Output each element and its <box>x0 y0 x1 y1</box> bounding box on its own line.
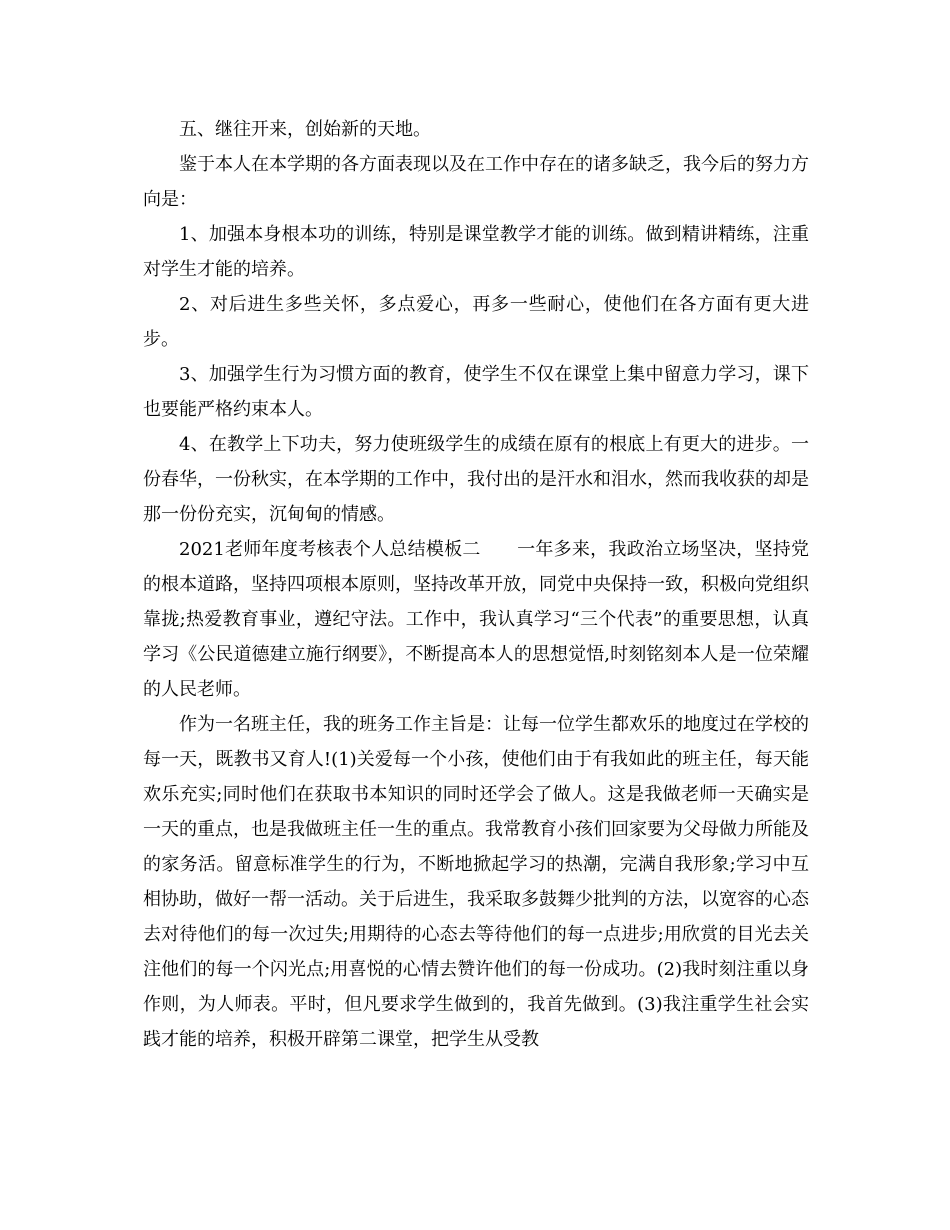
document-body <box>143 112 809 1057</box>
paragraph: 2、对后进生多些关怀，多点爱心，再多一些耐心，使他们在各方面有更大进步。 <box>143 294 809 350</box>
paragraph: 1、加强本身根本功的训练，特别是课堂教学才能的训练。做到精讲精练，注重对学生才能的培养。 <box>143 224 809 280</box>
paragraph: 五、继往开来，创始新的天地。 <box>179 119 431 140</box>
paragraph: 4、在教学上下功夫，努力使班级学生的成绩在原有的根底上有更大的进步。一份春华，一份秋实，在本学期的工作中，我付出的是汗水和泪水，然而我收获的却是那一份份充实，沉甸甸的情感。 <box>143 434 809 525</box>
paragraph: 2021老师年度考核表个人总结模板二 一年多来，我政治立场坚决，坚持党的根本道路，坚持四项根本原则，坚持改革开放，同党中央保持一致，积极向党组织靠拢;热爱教育事业，遵纪守法。工作中，我认真学习“三个代表”的重要思想，认真学习《公民道德建立施行纲要》，不断提高本人的思想觉悟,时刻铭刻本人是一位荣耀的人民老师。 <box>143 539 809 700</box>
paragraph: 作为一名班主任，我的班务工作主旨是：让每一位学生都欢乐的地度过在学校的每一天，既教书又育人!(1)关爱每一个小孩，使他们由于有我如此的班主任，每天能欢乐充实;同时他们在获取书本知识的同时还学会了做人。这是我做老师一天确实是一天的重点，也是我做班主任一生的重点。我常教育小孩们回家要为父母做力所能及的家务活。留意标准学生的行为，不断地掀起学习的热潮，完满自我形象;学习中互相协助，做好一帮一活动。关于后进生，我采取多鼓舞少批判的方法，以宽容的心态去对待他们的每一次过失;用期待的心态去等待他们的每一点进步;用欣赏的目光去关注他们的每一个闪光点;用喜悦的心情去赞许他们的每一份成功。(2)我时刻注重以身作则，为人师表。平时，但凡要求学生做到的，我首先做到。(3)我注重学生社会实践才能的培养，积极开辟第二课堂，把学生从受教 <box>143 714 809 1050</box>
paragraph: 3、加强学生行为习惯方面的教育，使学生不仅在课堂上集中留意力学习，课下也要能严格约束本人。 <box>143 364 809 420</box>
paragraph: 鉴于本人在本学期的各方面表现以及在工作中存在的诸多缺乏，我今后的努力方向是： <box>143 154 809 210</box>
